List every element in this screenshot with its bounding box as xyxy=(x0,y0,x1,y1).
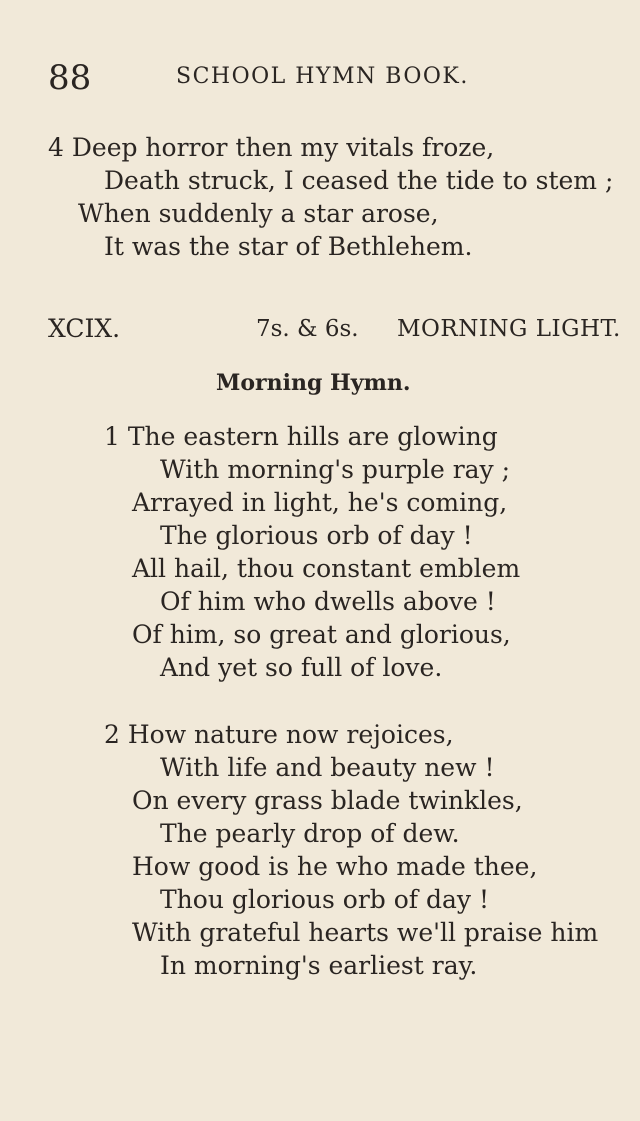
stanza-line: 4 Deep horror then my vitals froze, xyxy=(48,133,495,162)
stanza-line: 1 The eastern hills are glowing xyxy=(104,422,498,451)
stanza-line: All hail, thou constant emblem xyxy=(132,554,521,583)
hymn-title: Morning Hymn. xyxy=(216,370,411,396)
stanza-line: Arrayed in light, he's coming, xyxy=(132,488,508,517)
stanza-line: Thou glorious orb of day ! xyxy=(160,885,490,914)
hymn-number: XCIX. xyxy=(48,314,121,343)
stanza-line: Of him who dwells above ! xyxy=(160,587,496,616)
stanza-line: It was the star of Bethlehem. xyxy=(104,232,473,261)
stanza-line: On every grass blade twinkles, xyxy=(132,786,523,815)
stanza-line: With grateful hearts we'll praise him xyxy=(132,918,599,947)
stanza-line: With life and beauty new ! xyxy=(160,753,495,782)
stanza-line: In morning's earliest ray. xyxy=(160,951,478,980)
stanza-line: And yet so full of love. xyxy=(160,653,443,682)
stanza-line: When suddenly a star arose, xyxy=(78,199,439,228)
stanza-line: How good is he who made thee, xyxy=(132,852,538,881)
running-title: SCHOOL HYMN BOOK. xyxy=(176,64,469,89)
stanza-line: Death struck, I ceased the tide to stem ; xyxy=(104,166,614,195)
hymn-meter: 7s. & 6s. xyxy=(256,316,359,342)
stanza-line: The pearly drop of dew. xyxy=(160,819,460,848)
stanza-line: With morning's purple ray ; xyxy=(160,455,511,484)
stanza-line: The glorious orb of day ! xyxy=(160,521,473,550)
page-number: 88 xyxy=(48,58,92,98)
stanza-line: 2 How nature now rejoices, xyxy=(104,720,454,749)
tune-name: MORNING LIGHT. xyxy=(397,316,621,342)
stanza-line: Of him, so great and glorious, xyxy=(132,620,511,649)
